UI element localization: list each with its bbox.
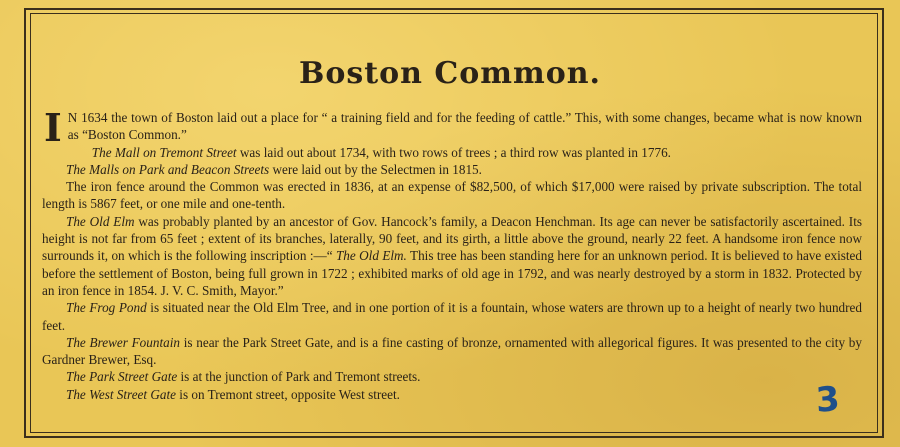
- paragraph-iron-fence: The iron fence around the Common was erected in 1836, at an expense of $82,500, of which $17,000 were raised by private subscription. The total length is 5867 feet, or one mile and one-tenth.: [42, 179, 862, 212]
- paragraph-mall-tremont: [42, 144, 862, 161]
- paragraph-malls-park-beacon: [42, 161, 862, 178]
- subject-west-street-gate: The West Street Gate: [66, 386, 176, 402]
- drop-cap: I: [44, 105, 62, 150]
- subject-mall-tremont: The Mall on Tremont Street: [91, 144, 237, 160]
- text-old-elm-inscription: This tree has been standing here for an unknown period. It is believed to have existed before the settlement of Boston, being full grown in 1722 ; exhibited marks of old age in 1792, and was nearly destroyed by a storm in 1832. Protected by an iron fence in 1854. J. V. C. Smith, Mayor.”: [42, 248, 862, 298]
- text-brewer-fountain: is near the Park Street Gate, and is a fine casting of bronze, ornamented with allegorical figures. It was presented to the city by Gardner Brewer, Esq.: [42, 334, 862, 368]
- text-old-elm: was probably planted by an ancestor of Gov. Hancock’s family, a Deacon Henchman. Its age can never be satisfactorily ascertained. Its height is not far from 65 feet ; extent of its branches, laterally, 90 feet, and its girth, a little above the ground, nearly 22 feet. A handsome iron fence now surrounds it, on which is the following inscription :—“: [42, 213, 862, 264]
- subject-old-elm: The Old Elm: [66, 213, 135, 229]
- paragraph-frog-pond: [42, 299, 862, 334]
- text-park-street-gate: is at the junction of Park and Tremont streets.: [177, 369, 421, 385]
- subject-brewer-fountain: The Brewer Fountain: [66, 334, 180, 350]
- text-mall-tremont: was laid out about 1734, with two rows of trees ; a third row was planted in 1776.: [236, 144, 671, 160]
- text-west-street-gate: is on Tremont street, opposite West street.: [176, 386, 400, 402]
- paragraph-park-street-gate: [42, 368, 862, 385]
- page-title: Boston Common.: [298, 56, 602, 91]
- intro-text: N 1634 the town of Boston laid out a place for “ a training field and for the feeding of cattle.” This, with some changes, became what is now known as “Boston Common.”: [67, 110, 862, 143]
- body-text: [42, 105, 862, 403]
- handwritten-number-mark: 3: [814, 379, 842, 421]
- inscription-title: The Old Elm.: [335, 248, 407, 264]
- text-malls-park-beacon: were laid out by the Selectmen in 1815.: [269, 161, 482, 177]
- paragraph-intro: [42, 105, 862, 150]
- paragraph-old-elm: [42, 213, 862, 299]
- paragraph-west-street-gate: [42, 386, 862, 403]
- subject-park-street-gate: The Park Street Gate: [66, 369, 178, 385]
- subject-malls-park-beacon: The Malls on Park and Beacon Streets: [66, 161, 270, 177]
- paragraph-brewer-fountain: [42, 334, 862, 369]
- text-frog-pond: is situated near the Old Elm Tree, and in one portion of it is a fountain, whose waters are thrown up to a height of nearly two hundred feet.: [42, 300, 862, 333]
- subject-frog-pond: The Frog Pond: [66, 300, 147, 316]
